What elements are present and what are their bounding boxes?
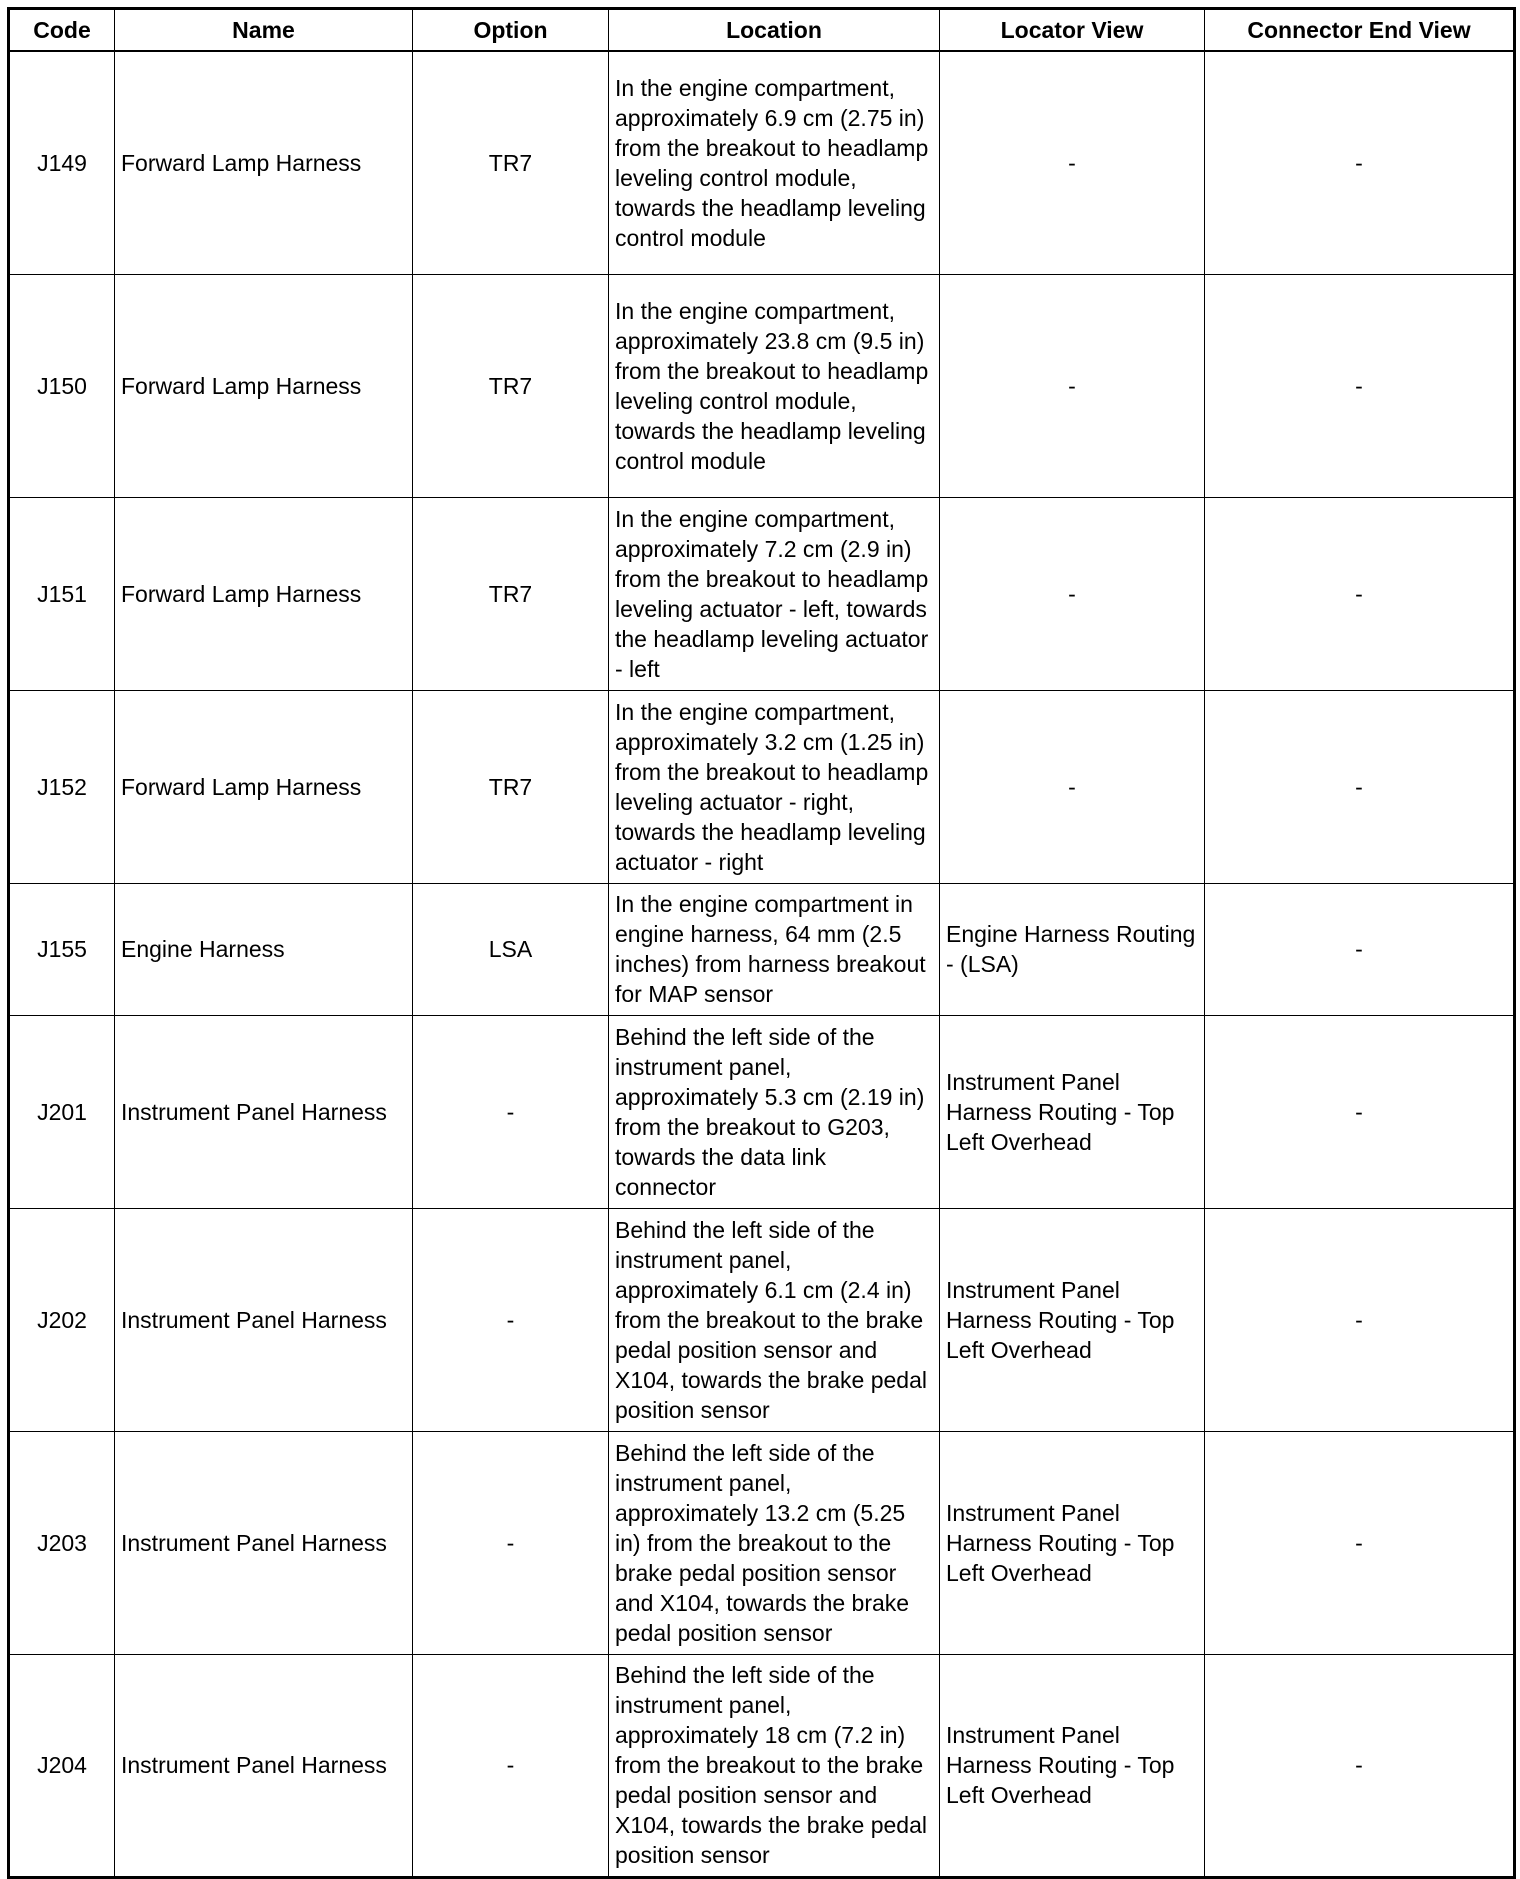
cell-name: Instrument Panel Harness xyxy=(115,1208,413,1431)
cell-location: Behind the left side of the instrument panel, approximately 5.3 cm (2.19 in) from the breakout to G203, towards the data link connector xyxy=(609,1015,940,1208)
table-header-row xyxy=(9,9,1515,52)
cell-name: Forward Lamp Harness xyxy=(115,497,413,690)
cell-option: TR7 xyxy=(413,497,609,690)
cell-option: TR7 xyxy=(413,274,609,497)
cell-name: Instrument Panel Harness xyxy=(115,1654,413,1877)
cell-code: J150 xyxy=(9,274,115,497)
cell-code: J151 xyxy=(9,497,115,690)
cell-option: - xyxy=(413,1654,609,1877)
cell-location: In the engine compartment, approximately 6.9 cm (2.75 in) from the breakout to headlamp leveling control module, towards the headlamp leveling control module xyxy=(609,51,940,274)
cell-option: LSA xyxy=(413,883,609,1015)
cell-locator-view: - xyxy=(940,497,1205,690)
table-row xyxy=(9,1431,1515,1654)
cell-location: Behind the left side of the instrument panel, approximately 18 cm (7.2 in) from the breakout to the brake pedal position sensor and X104, towards the brake pedal position sensor xyxy=(609,1654,940,1877)
cell-connector-end-view: - xyxy=(1205,1654,1515,1877)
cell-locator-view: - xyxy=(940,51,1205,274)
cell-name: Instrument Panel Harness xyxy=(115,1431,413,1654)
table-row xyxy=(9,1015,1515,1208)
header-connector-end-view: Connector End View xyxy=(1205,9,1515,52)
cell-connector-end-view: - xyxy=(1205,1015,1515,1208)
cell-locator-view: Instrument Panel Harness Routing - Top Left Overhead xyxy=(940,1208,1205,1431)
cell-connector-end-view: - xyxy=(1205,51,1515,274)
cell-connector-end-view: - xyxy=(1205,1208,1515,1431)
cell-location: In the engine compartment, approximately 23.8 cm (9.5 in) from the breakout to headlamp leveling control module, towards the headlamp leveling control module xyxy=(609,274,940,497)
cell-name: Forward Lamp Harness xyxy=(115,274,413,497)
cell-locator-view: Instrument Panel Harness Routing - Top Left Overhead xyxy=(940,1431,1205,1654)
cell-location: In the engine compartment in engine harness, 64 mm (2.5 inches) from harness breakout for MAP sensor xyxy=(609,883,940,1015)
table-row xyxy=(9,690,1515,883)
table-row xyxy=(9,1654,1515,1877)
cell-option: TR7 xyxy=(413,51,609,274)
cell-locator-view: Instrument Panel Harness Routing - Top Left Overhead xyxy=(940,1015,1205,1208)
cell-code: J149 xyxy=(9,51,115,274)
cell-location: Behind the left side of the instrument panel, approximately 13.2 cm (5.25 in) from the breakout to the brake pedal position sensor and X104, towards the brake pedal position sensor xyxy=(609,1431,940,1654)
table-row xyxy=(9,274,1515,497)
cell-connector-end-view: - xyxy=(1205,497,1515,690)
cell-name: Instrument Panel Harness xyxy=(115,1015,413,1208)
cell-locator-view: - xyxy=(940,274,1205,497)
cell-name: Forward Lamp Harness xyxy=(115,51,413,274)
cell-code: J202 xyxy=(9,1208,115,1431)
cell-location: In the engine compartment, approximately 7.2 cm (2.9 in) from the breakout to headlamp leveling actuator - left, towards the headlamp leveling actuator - left xyxy=(609,497,940,690)
table-row xyxy=(9,51,1515,274)
header-name: Name xyxy=(115,9,413,52)
cell-locator-view: Instrument Panel Harness Routing - Top Left Overhead xyxy=(940,1654,1205,1877)
splice-pack-table xyxy=(7,7,1516,1879)
cell-code: J201 xyxy=(9,1015,115,1208)
cell-code: J152 xyxy=(9,690,115,883)
header-locator-view: Locator View xyxy=(940,9,1205,52)
cell-connector-end-view: - xyxy=(1205,274,1515,497)
table-row xyxy=(9,1208,1515,1431)
cell-option: - xyxy=(413,1431,609,1654)
cell-locator-view: Engine Harness Routing - (LSA) xyxy=(940,883,1205,1015)
cell-option: - xyxy=(413,1015,609,1208)
cell-connector-end-view: - xyxy=(1205,883,1515,1015)
cell-code: J155 xyxy=(9,883,115,1015)
cell-location: Behind the left side of the instrument panel, approximately 6.1 cm (2.4 in) from the breakout to the brake pedal position sensor and X104, towards the brake pedal position sensor xyxy=(609,1208,940,1431)
table-row xyxy=(9,883,1515,1015)
header-code: Code xyxy=(9,9,115,52)
cell-location: In the engine compartment, approximately 3.2 cm (1.25 in) from the breakout to headlamp leveling actuator - right, towards the headlamp leveling actuator - right xyxy=(609,690,940,883)
cell-connector-end-view: - xyxy=(1205,690,1515,883)
cell-code: J203 xyxy=(9,1431,115,1654)
cell-locator-view: - xyxy=(940,690,1205,883)
cell-name: Engine Harness xyxy=(115,883,413,1015)
table-row xyxy=(9,497,1515,690)
cell-connector-end-view: - xyxy=(1205,1431,1515,1654)
header-option: Option xyxy=(413,9,609,52)
cell-option: - xyxy=(413,1208,609,1431)
cell-name: Forward Lamp Harness xyxy=(115,690,413,883)
header-location: Location xyxy=(609,9,940,52)
cell-code: J204 xyxy=(9,1654,115,1877)
cell-option: TR7 xyxy=(413,690,609,883)
